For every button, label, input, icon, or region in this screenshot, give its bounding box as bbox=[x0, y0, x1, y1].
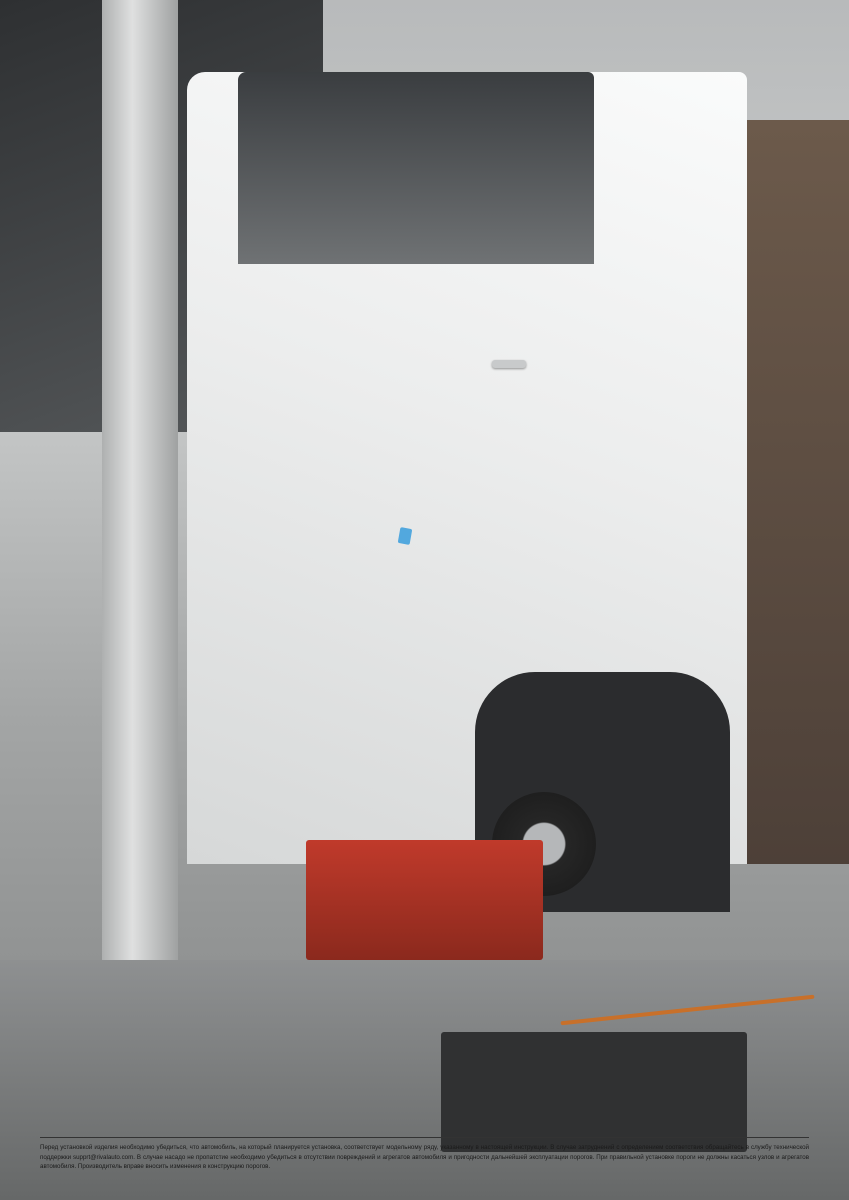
figures-row-bottom bbox=[40, 793, 809, 1041]
footer bbox=[40, 1137, 809, 1172]
overview-photo-right bbox=[436, 793, 809, 1041]
footer-text: Перед установкой изделия необходимо убедиться, что автомобиль, на который планируется установка, соответствует модельному ряду, указанному в настоящей инструкции. В случае затруднений с определением соответствия обращайтесь в службу технической поддержки supprt@rivalauto.com. В случае насадо не пропатстие необходимо убедиться в отсутствии повреждений и агрегатов автомобиля и пригодности дальнейшей эксплуатации порогов. При правильной установке пороги не должны касаться узлов и агрегатов автомобиля. Производитель вправе вносить изменения в конструкцию порогов. bbox=[40, 1144, 809, 1171]
footer-divider bbox=[40, 1137, 809, 1138]
